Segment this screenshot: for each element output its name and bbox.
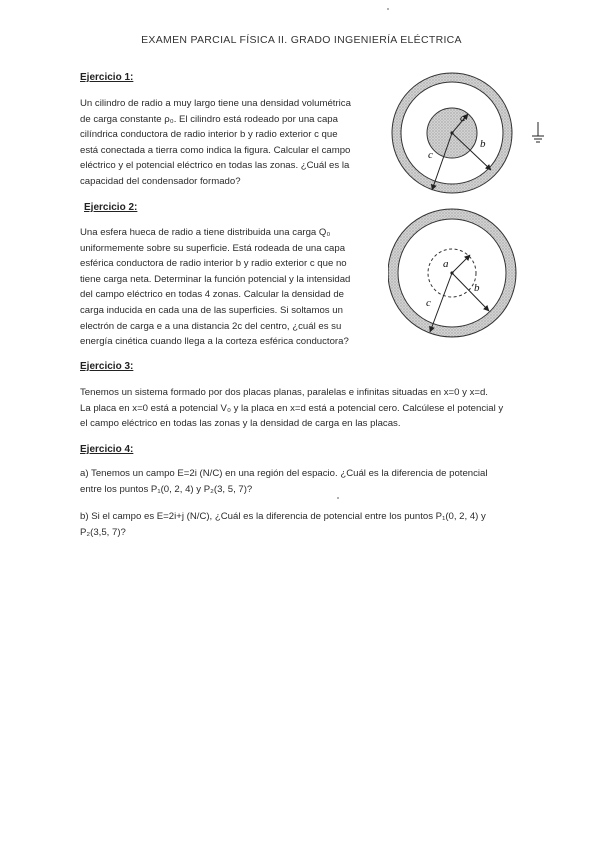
exercise-1-line: cilíndrica conductora de radio interior b y radio exterior c que <box>80 129 338 141</box>
exercise-4a-line: a) Tenemos un campo E=2i (N/C) en una región del espacio. ¿Cuál es la diferencia de potencial <box>80 468 488 479</box>
exercise-2-line: carga inducida en cada una de las superficies. Si soltamos un <box>80 304 343 316</box>
exercise-4-part-b <box>80 509 520 540</box>
exercise-4a-line: entre los puntos P₁(0, 2, 4) y P₂(3, 5, 7)? <box>80 483 253 495</box>
label-a: a <box>460 112 466 124</box>
exercise-3-heading: Ejercicio 3: <box>80 361 134 372</box>
label-a: a <box>443 258 449 270</box>
exercise-2-line: del campo eléctrico en todas 4 zonas. Calcular la densidad de <box>80 289 344 301</box>
exercise-4b-line: P₂(3,5, 7)? <box>80 526 126 538</box>
exercise-2-heading: Ejercicio 2: <box>84 202 138 213</box>
exercise-4-part-a <box>80 466 520 497</box>
exercise-1-line: está conectada a tierra como indica la figura. Calcular el campo <box>80 144 351 156</box>
exercise-2-text <box>80 225 378 350</box>
exercise-2-line: uniformemente sobre su superficie. Está rodeada de una capa <box>80 242 346 254</box>
exercise-2-line: Una esfera hueca de radio a tiene distribuida una carga Q₀ <box>80 227 331 238</box>
exercise-3-line: el campo eléctrico en todas las zonas y la densidad de carga en las placas. <box>80 418 401 430</box>
cylinder-figure <box>390 70 555 195</box>
exercise-2-line: esférica conductora de radio interior b y radio exterior c que no <box>80 258 347 270</box>
label-b: b <box>474 282 480 294</box>
ground-icon <box>532 122 544 142</box>
sphere-figure <box>388 203 518 343</box>
exercise-1-line: Un cilindro de radio a muy largo tiene una densidad volumétrica <box>80 98 351 109</box>
exercise-2-line: energía cinética cuando llega a la corteza esférica conductora? <box>80 336 349 348</box>
label-c: c <box>428 149 433 161</box>
exercise-1-text <box>80 96 378 190</box>
exercise-1-heading: Ejercicio 1: <box>80 72 134 83</box>
exercise-1-line: de carga constante ρ₀. El cilindro está rodeado por una capa <box>80 113 338 125</box>
scan-speck <box>387 8 389 10</box>
exercise-3-line: Tenemos un sistema formado por dos placas planas, paralelas e infinitas situadas en x=0 y x=d. <box>80 387 488 398</box>
label-b: b <box>480 138 486 150</box>
exercise-4-heading: Ejercicio 4: <box>80 444 134 455</box>
label-c: c <box>426 297 431 309</box>
exercise-2-line: electrón de carga e a una distancia 2c del centro, ¿cuál es su <box>80 320 342 332</box>
exercise-3-text <box>80 385 520 432</box>
exam-title: EXAMEN PARCIAL FÍSICA II. GRADO INGENIERÍA ELÉCTRICA <box>141 34 462 46</box>
exercise-2-line: tiene carga neta. Determinar la función potencial y la intensidad <box>80 273 351 285</box>
exercise-3-line: La placa en x=0 está a potencial V₀ y la placa en x=d está a potencial cero. Calcúlese el potencial y <box>80 402 504 414</box>
exercise-1-line: eléctrico y el potencial eléctrico en todas las zonas. ¿Cuál es la <box>80 160 350 172</box>
scan-speck <box>337 497 339 499</box>
exercise-1-line: capacidad del condensador formado? <box>80 175 241 187</box>
exercise-4b-line: b) Si el campo es E=2i+j (N/C), ¿Cuál es la diferencia de potencial entre los puntos P₁(0, 2, 4) y <box>80 511 486 522</box>
